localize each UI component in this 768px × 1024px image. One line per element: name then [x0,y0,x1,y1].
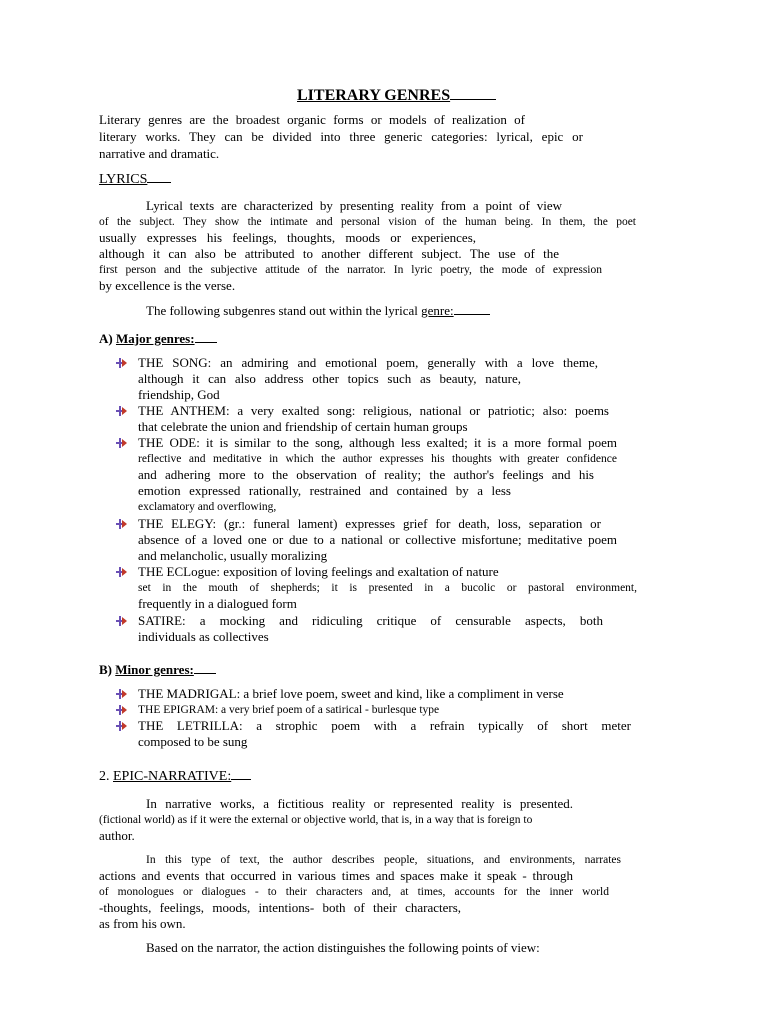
arrow-bullet-icon [115,704,127,716]
epic-para2-line-5: as from his own. [99,916,186,931]
lyrics-heading: LYRICS [99,170,171,188]
major-item-song-line-1: THE SONG: an admiring and emotional poem, generally with a love theme, [138,355,598,370]
major-item-elegy-line-1: THE ELEGY: (gr.: funeral lament) expresses grief for death, loss, separation or [138,516,601,531]
intro-line-1: Literary genres are the broadest organic forms or models of realization of [99,112,525,127]
arrow-bullet-icon [115,720,127,732]
epic-para3: Based on the narrator, the action distinguishes the following points of view: [146,940,540,955]
major-item-ode-line-4: emotion expressed rationally, restrained and contained by a less [138,483,511,498]
major-item-elegy-line-3: and melancholic, usually moralizing [138,548,328,563]
major-item-elegy-line-2: absence of a loved one or due to a national or collective misfortune; meditative poem [138,532,617,547]
minor-item-epigram: THE EPIGRAM: a very brief poem of a satirical - burlesque type [138,704,440,716]
minor-item-letrilla-line-1: THE LETRILLA: a strophic poem with a refrain typically of short meter [138,718,631,733]
epic-para2-line-1: In this type of text, the author describes people, situations, and environments, narrates [146,854,621,866]
lyrics-para-line-3: usually expresses his feelings, thoughts, moods or experiences, [99,230,476,245]
major-item-satire-line-1: SATIRE: a mocking and ridiculing critique of censurable aspects, both [138,613,603,628]
major-item-eclogue-line-1: THE ECLogue: exposition of loving feelings and exaltation of nature [138,564,499,579]
epic-para1-line-3: author. [99,828,135,843]
arrow-bullet-icon [115,437,127,449]
arrow-bullet-icon [115,357,127,369]
major-item-ode-line-1: THE ODE: it is similar to the song, although less exalted; it is a more formal poem [138,435,617,450]
epic-heading: 2. EPIC-NARRATIVE: [99,767,251,785]
lyrics-para-line-2: of the subject. They show the intimate and personal vision of the human being. In them, the poet [99,216,636,228]
epic-para1-line-2: (fictional world) as if it were the external or objective world, that is, in a way that is foreign to [99,814,533,826]
major-genres-label: A) Major genres: [99,330,217,347]
arrow-bullet-icon [115,615,127,627]
arrow-bullet-icon [115,405,127,417]
arrow-bullet-icon [115,518,127,530]
intro-line-2: literary works. They can be divided into three generic categories: lyrical, epic or [99,129,583,144]
lyrics-para-line-4: although it can also be attributed to another different subject. The use of the [99,246,559,261]
major-item-eclogue-line-2: set in the mouth of shepherds; it is presented in a bucolic or pastoral environment, [138,582,637,594]
major-item-song-line-2: although it can also address other topics such as beauty, nature, [138,371,521,386]
major-item-satire-line-2: individuals as collectives [138,629,269,644]
major-item-anthem-line-1: THE ANTHEM: a very exalted song: religious, national or patriotic; also: poems [138,403,609,418]
subgenres-intro: The following subgenres stand out within the lyrical genre: [146,302,490,319]
minor-item-madrigal: THE MADRIGAL: a brief love poem, sweet and kind, like a compliment in verse [138,686,564,701]
lyrics-para-line-6: by excellence is the verse. [99,278,236,293]
major-item-ode-line-2: reflective and meditative in which the author expresses his thoughts with greater confidence [138,453,617,465]
page-title: LITERARY GENRES [297,87,496,105]
major-item-eclogue-line-3: frequently in a dialogued form [138,596,297,611]
major-item-anthem-line-2: that celebrate the union and friendship of certain human groups [138,419,468,434]
epic-para2-line-2: actions and events that occurred in various times and spaces make it speak - through [99,868,573,883]
arrow-bullet-icon [115,566,127,578]
intro-line-3: narrative and dramatic. [99,146,220,161]
major-item-ode-line-3: and adhering more to the observation of reality; the author's feelings and his [138,467,594,482]
major-item-ode-line-5: exclamatory and overflowing, [138,501,277,513]
epic-para2-line-4: -thoughts, feelings, moods, intentions- both of their characters, [99,900,461,915]
minor-genres-label: B) Minor genres: [99,661,216,678]
lyrics-para-line-1: Lyrical texts are characterized by presenting reality from a point of view [146,198,562,213]
epic-para1-line-1: In narrative works, a fictitious reality or represented reality is presented. [146,796,573,811]
epic-para2-line-3: of monologues or dialogues - to their characters and, at times, accounts for the inner world [99,886,609,898]
lyrics-para-line-5: first person and the subjective attitude of the narrator. In lyric poetry, the mode of expression [99,264,602,276]
arrow-bullet-icon [115,688,127,700]
minor-item-letrilla-line-2: composed to be sung [138,734,248,749]
major-item-song-line-3: friendship, God [138,387,220,402]
